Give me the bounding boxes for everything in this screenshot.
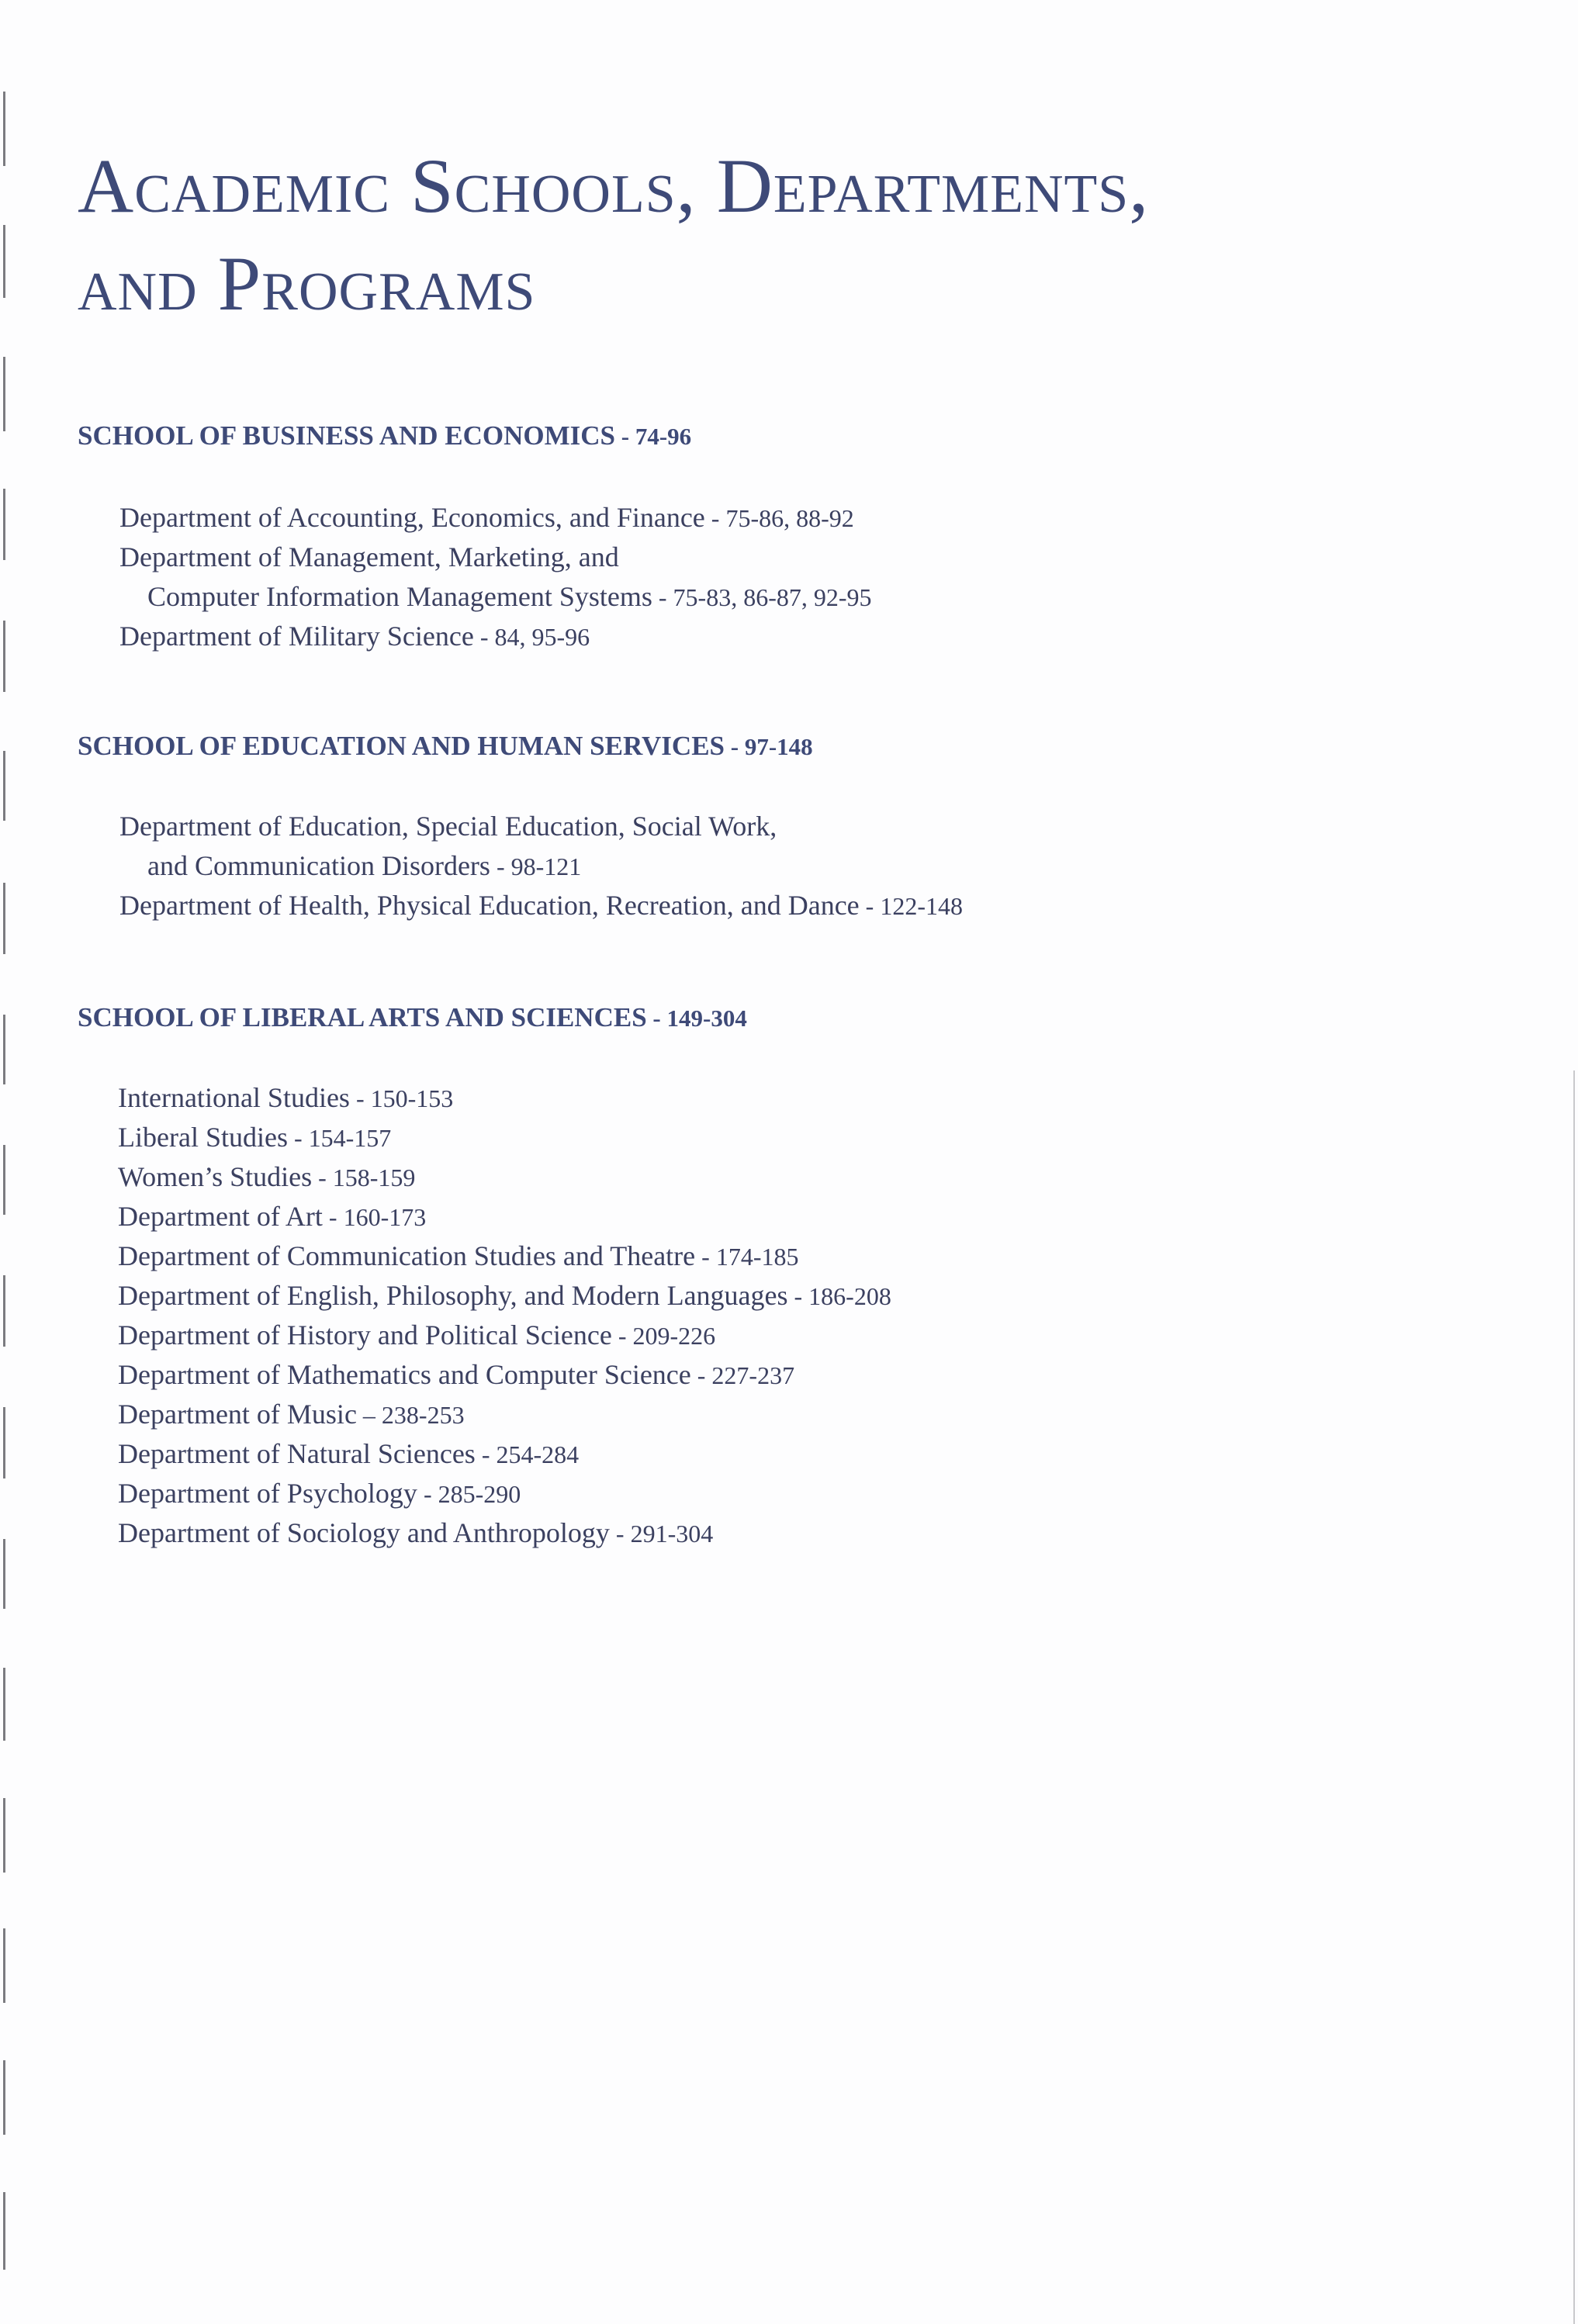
entry-text: International Studies <box>118 1082 350 1113</box>
title-word: rograms <box>261 240 536 327</box>
entry-text: Department of Music <box>118 1399 357 1430</box>
entry-text: Department of Military Science <box>119 621 474 652</box>
list-item <box>119 617 872 656</box>
binding-mark <box>3 1928 5 2003</box>
entry-pages: - 160-173 <box>322 1203 427 1231</box>
entry-pages: - 291-304 <box>609 1520 714 1548</box>
entry-text: Department of History and Political Science <box>118 1319 612 1350</box>
list-item <box>119 807 963 846</box>
binding-mark <box>3 2060 5 2135</box>
binding-mark <box>3 751 5 821</box>
entry-text: Department of Sociology and Anthropology <box>118 1517 610 1548</box>
entry-pages: - 75-83, 86-87, 92-95 <box>652 583 872 611</box>
list-item <box>119 886 963 925</box>
entry-pages: - 150-153 <box>349 1084 454 1112</box>
title-initial: D <box>716 143 773 229</box>
school-heading-liberal-arts <box>78 1002 747 1033</box>
entry-pages: - 254-284 <box>475 1440 580 1468</box>
title-word: and <box>78 240 218 327</box>
school-pages: - 149-304 <box>646 1005 747 1032</box>
school-name: SCHOOL OF BUSINESS AND ECONOMICS <box>78 420 616 451</box>
department-list-liberal-arts <box>118 1078 891 1553</box>
title-initial: A <box>78 143 135 229</box>
list-item <box>118 1395 891 1434</box>
entry-text: Department of Health, Physical Education, Recreation, and Dance <box>119 890 860 921</box>
binding-mark <box>3 1668 5 1741</box>
entry-text: Department of Education, Special Education, Social Work, <box>119 811 777 842</box>
department-list-business <box>119 498 872 656</box>
entry-pages: - 158-159 <box>312 1164 416 1191</box>
title-initial: S <box>410 143 455 229</box>
page-title <box>78 136 1149 334</box>
title-line-2 <box>78 233 1149 334</box>
list-item <box>118 1236 891 1276</box>
list-item <box>118 1316 891 1355</box>
entry-text: Department of Accounting, Economics, and Finance <box>119 502 705 533</box>
binding-mark <box>3 1145 5 1215</box>
list-item <box>119 577 872 617</box>
list-item <box>118 1118 891 1157</box>
binding-mark <box>3 621 5 692</box>
list-item <box>118 1434 891 1474</box>
entry-pages: - 75-86, 88-92 <box>704 504 854 532</box>
entry-pages: - 98-121 <box>490 852 582 880</box>
entry-pages: - 186-208 <box>787 1282 891 1310</box>
entry-text: Department of English, Philosophy, and Modern Languages <box>118 1280 788 1311</box>
entry-pages: - 174-185 <box>695 1243 799 1271</box>
school-pages: - 97-148 <box>725 733 813 760</box>
entry-text: Women’s Studies <box>118 1161 313 1192</box>
entry-text: and Communication Disorders <box>147 850 490 881</box>
binding-mark <box>3 1407 5 1478</box>
entry-text: Department of Psychology <box>118 1478 417 1509</box>
binding-mark <box>3 1275 5 1347</box>
title-word: epartments, <box>773 143 1150 229</box>
list-item <box>118 1078 891 1118</box>
entry-pages: - 285-290 <box>417 1480 521 1508</box>
list-item <box>118 1513 891 1553</box>
school-heading-business <box>78 420 691 451</box>
title-word: cademic <box>134 143 411 229</box>
page-edge <box>1573 1070 1575 2324</box>
entry-pages: - 154-157 <box>287 1124 392 1152</box>
list-item <box>118 1474 891 1513</box>
list-item <box>119 538 872 577</box>
list-item <box>119 498 872 538</box>
entry-text: Department of Communication Studies and Theatre <box>118 1240 696 1271</box>
entry-pages: - 227-237 <box>690 1361 795 1389</box>
entry-text: Department of Natural Sciences <box>118 1438 476 1469</box>
binding-mark <box>3 225 5 298</box>
binding-mark <box>3 883 5 954</box>
list-item <box>118 1276 891 1316</box>
school-pages: - 74-96 <box>615 423 692 450</box>
entry-text: Department of Mathematics and Computer Science <box>118 1359 691 1390</box>
school-name: SCHOOL OF EDUCATION AND HUMAN SERVICES <box>78 731 725 761</box>
list-item <box>118 1197 891 1236</box>
entry-pages: - 84, 95-96 <box>473 623 590 651</box>
list-item <box>119 846 963 886</box>
list-item <box>118 1355 891 1395</box>
school-heading-education <box>78 731 813 762</box>
binding-mark <box>3 357 5 431</box>
entry-text: Department of Art <box>118 1201 323 1232</box>
entry-pages: – 238-253 <box>356 1401 465 1429</box>
title-initial: P <box>217 240 262 327</box>
binding-mark <box>3 2192 5 2270</box>
binding-mark <box>3 92 5 166</box>
department-list-education <box>119 807 963 925</box>
list-item <box>118 1157 891 1197</box>
title-word: chools, <box>454 143 717 229</box>
entry-text: Department of Management, Marketing, and <box>119 541 619 572</box>
binding-mark <box>3 489 5 560</box>
title-line-1 <box>78 136 1149 237</box>
binding-mark <box>3 1798 5 1873</box>
entry-pages: - 209-226 <box>611 1322 716 1350</box>
school-name: SCHOOL OF LIBERAL ARTS AND SCIENCES <box>78 1002 647 1032</box>
binding-mark <box>3 1539 5 1609</box>
entry-text: Liberal Studies <box>118 1122 288 1153</box>
binding-mark <box>3 1015 5 1084</box>
entry-pages: - 122-148 <box>859 892 963 920</box>
entry-text: Computer Information Management Systems <box>147 581 652 612</box>
